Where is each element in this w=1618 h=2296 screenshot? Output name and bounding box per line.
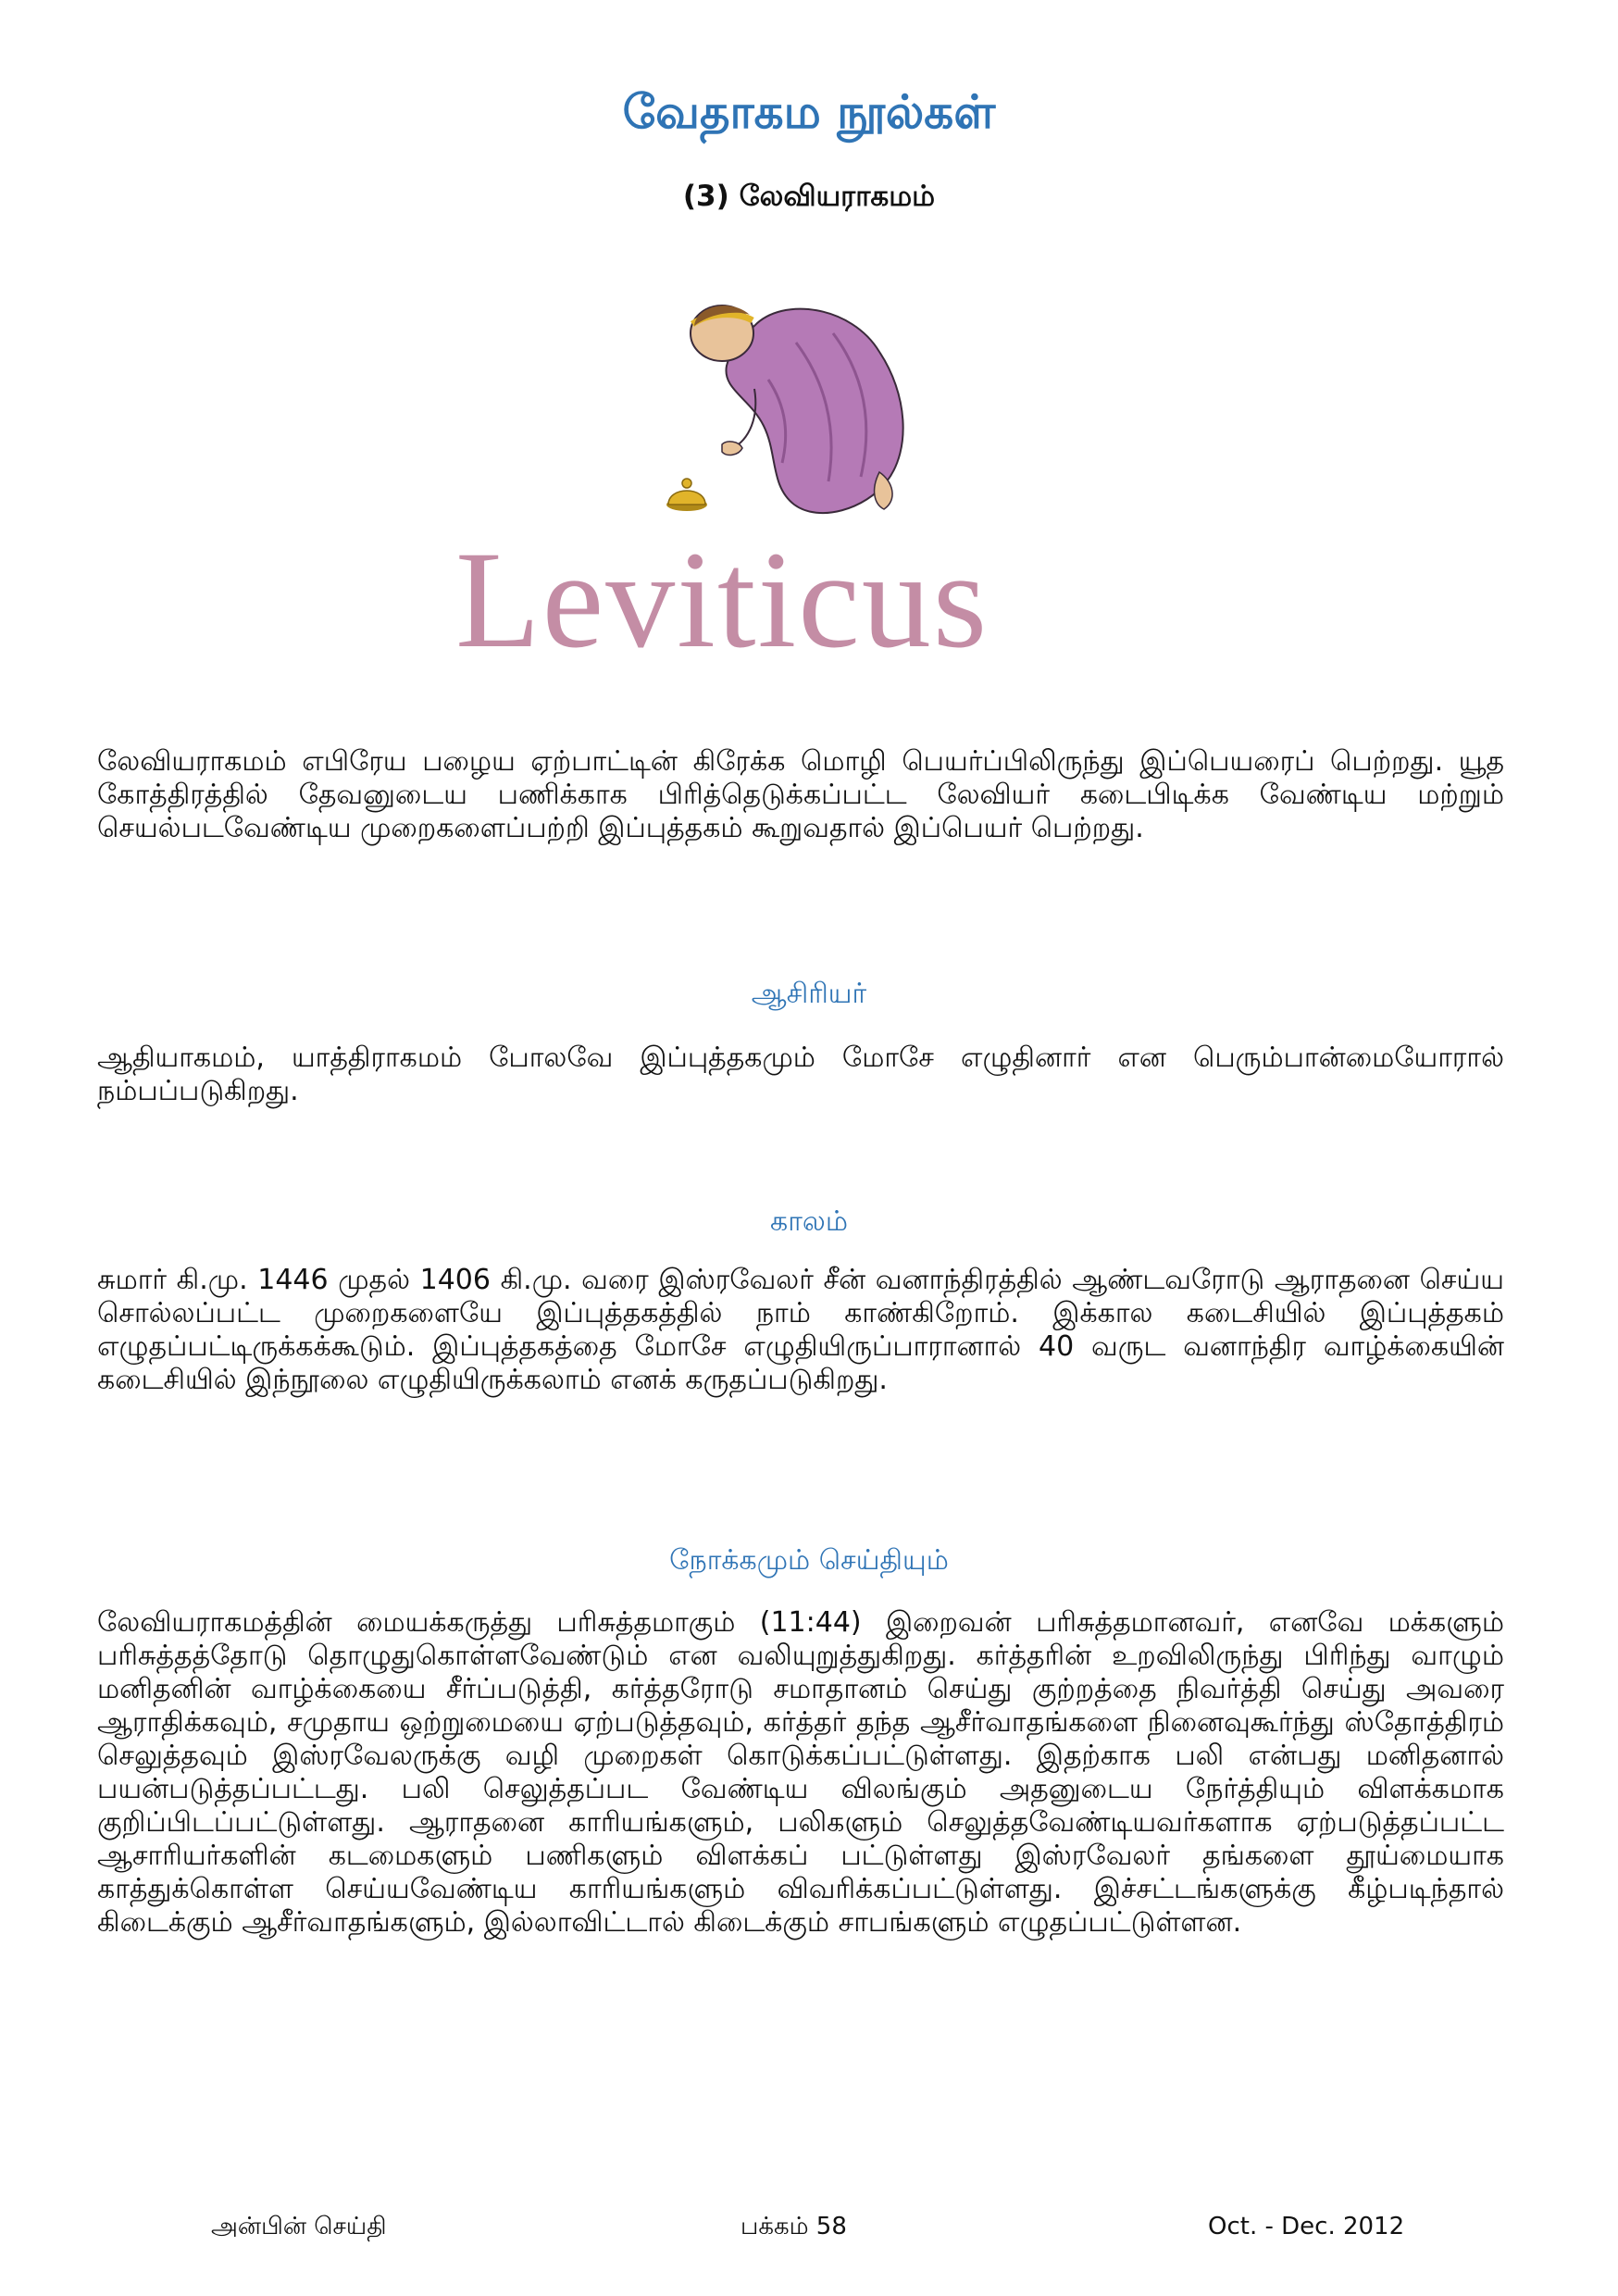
book-subtitle: (3) லேவியராகமம் (682, 180, 936, 213)
purpose-paragraph: லேவியராகமத்தின் மையக்கருத்து பரிசுத்தமாகும் (11:44) இறைவன் பரிசுத்தமானவர், எனவே மக்களும் பரிசுத்தத்தோடு தொழுதுகொள்ளவேண்டும் என வலியுறுத்துகிறது. கர்த்தரின் உறவிலிருந்து பிரிந்து வாழும் மனிதனின் வாழ்க்கையை சீர்ப்படுத்தி, கர்த்தரோடு சமாதானம் செய்து குற்றத்தை நிவர்த்தி செய்து அவரை ஆராதிக்கவும், சமுதாய ஒற்றுமையை ஏற்படுத்தவும், கர்த்தர் தந்த ஆசீர்வாதங்களை நினைவுகூர்ந்து ஸ்தோத்திரம் செலுத்தவும் இஸ்ரவேலருக்கு வழி முறைகள் கொடுக்கப்பட்டுள்ளது. இதற்காக பலி என்பது மனிதனால் பயன்படுத்தப்பட்டது. பலி செலுத்தப்பட வேண்டிய விலங்கும் அதனுடைய நேர்த்தியும் விளக்கமாக குறிப்பிடப்பட்டுள்ளது. ஆராதனை காரியங்களும், பலிகளும் செலுத்தவேண்டியவர்களாக ஏற்படுத்தப்பட்ட ஆசாரியர்களின் கடமைகளும் பணிகளும் விளக்கப் பட்டுள்ளது இஸ்ரவேலர் தங்களை தூய்மையாக காத்துக்கொள்ள செய்யவேண்டிய காரியங்களும் விவரிக்கப்பட்டுள்ளது. இச்சட்டங்களுக்கு கீழ்படிந்தால் கிடைக்கும் ஆசீர்வாதங்களும், இல்லாவிட்டால் கிடைக்கும் சாபங்களும் எழுதப்பட்டுள்ளன. (97, 1606, 1504, 1939)
kneeling-priest-icon (691, 306, 903, 513)
incense-bowl-icon (666, 479, 707, 511)
period-paragraph: சுமார் கி.மு. 1446 முதல் 1406 கி.மு. வரை இஸ்ரவேலர் சீன் வனாந்திரத்தில் ஆண்டவரோடு ஆராதனை செய்ய சொல்லப்பட்ட முறைகளையே இப்புத்தகத்தில் நாம் காண்கிறோம். இக்கால கடைசியில் இப்புத்தகம் எழுதப்பட்டிருக்கக்கூடும். இப்புத்தகத்தை மோசே எழுதியிருப்பாரானால் 40 வருட வனாந்திர வாழ்க்கையின் கடைசியில் இந்நூலை எழுதியிருக்கலாம் எனக் கருதப்படுகிறது. (97, 1264, 1504, 1396)
footer-page-number: பக்கம் 58 (741, 2213, 847, 2240)
leviticus-caption: Leviticus (455, 523, 989, 667)
intro-paragraph: லேவியராகமம் எபிரேய பழைய ஏற்பாட்டின் கிரேக்க மொழி பெயர்ப்பிலிருந்து இப்பெயரைப் பெற்றது. யூத கோத்திரத்தில் தேவனுடைய பணிக்காக பிரித்தெடுக்கப்பட்ட லேவியர் கடைபிடிக்க வேண்டிய மற்றும் செயல்படவேண்டிய முறைகளைப்பற்றி இப்புத்தகம் கூறுவதால் இப்பெயர் பெற்றது. (97, 745, 1504, 844)
section-heading-purpose: நோக்கமும் செய்தியும் (669, 1544, 949, 1577)
section-heading-period: காலம் (770, 1205, 848, 1238)
leviticus-illustration (444, 278, 1111, 667)
footer-issue-date: Oct. - Dec. 2012 (1208, 2213, 1405, 2240)
author-paragraph: ஆதியாகமம், யாத்திராகமம் போலவே இப்புத்தகமும் மோசே எழுதினார் என பெரும்பான்மையோரால் நம்பப்படுகிறது. (97, 1042, 1504, 1107)
section-heading-author: ஆசிரியர் (751, 978, 867, 1010)
page-title: வேதாகம நூல்கள் (622, 85, 996, 139)
footer-magazine-name: அன்பின் செய்தி (211, 2213, 387, 2240)
